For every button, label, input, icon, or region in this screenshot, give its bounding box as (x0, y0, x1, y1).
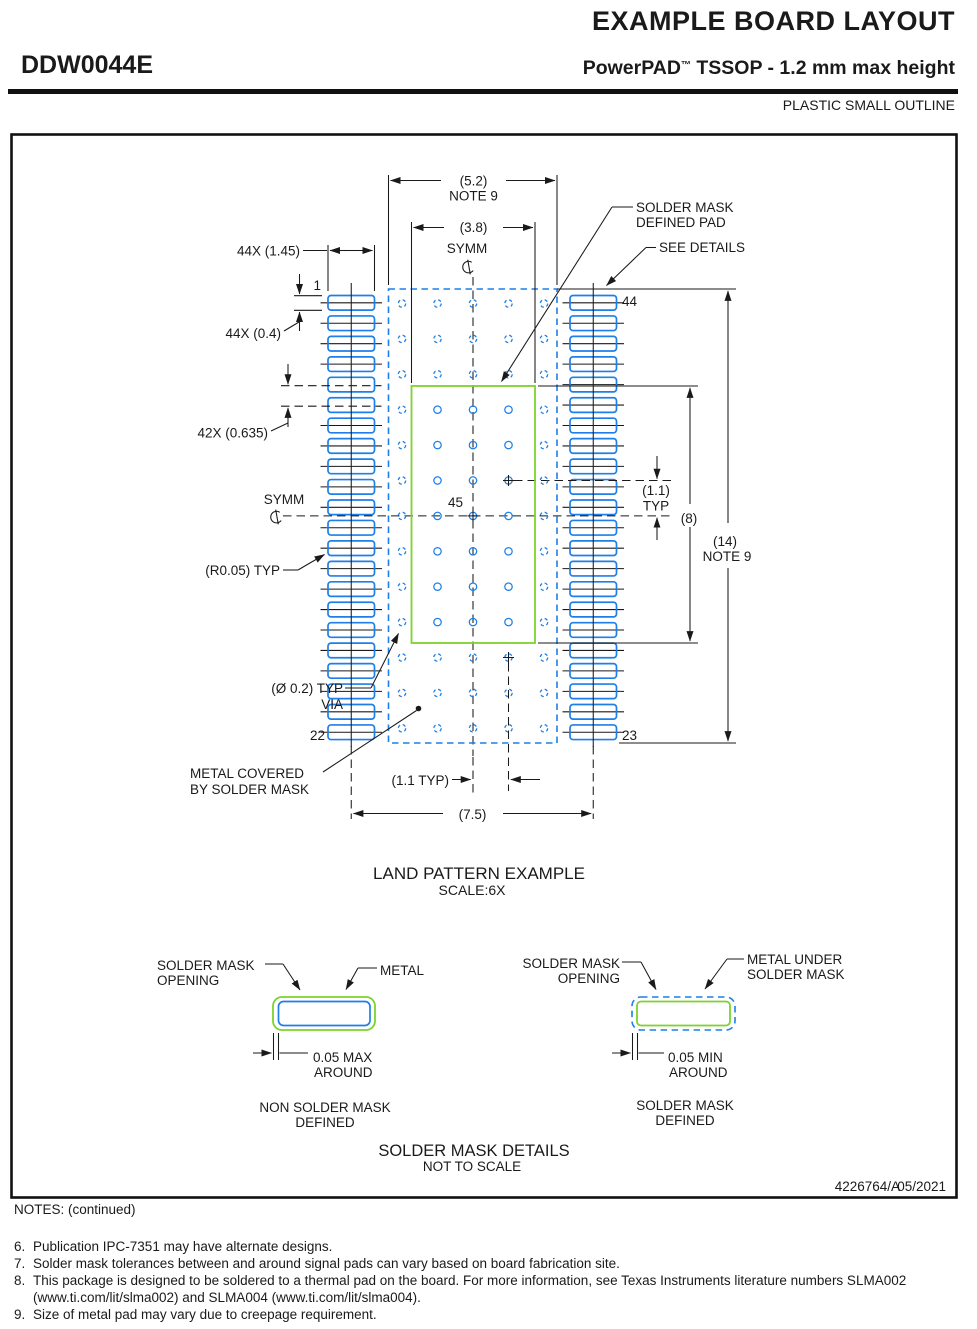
via (398, 548, 405, 555)
pin-23-label: 23 (622, 728, 638, 743)
package-descr: TSSOP - 1.2 mm max height (690, 57, 955, 79)
doc-date: 05/2021 (897, 1179, 946, 1194)
dim-label: (1.1) (642, 483, 670, 498)
via (434, 689, 441, 696)
via (505, 583, 512, 590)
callout-label: OPENING (557, 971, 620, 986)
detail-caption: NON SOLDER MASK (259, 1100, 391, 1115)
via (540, 335, 547, 342)
package-subtitle (583, 57, 955, 80)
dim-1-1-right (642, 456, 670, 540)
outline-type: PLASTIC SMALL OUTLINE (782, 97, 955, 113)
callout-label: METAL (380, 963, 425, 978)
dim-note: NOTE 9 (702, 549, 752, 564)
dim-label: (5.2) (459, 173, 488, 189)
land-pattern-drawing (10, 133, 958, 1199)
via (505, 618, 512, 625)
metal-pad-shape (279, 1002, 371, 1026)
via (540, 583, 547, 590)
symm-label: SYMM (446, 241, 488, 256)
dim-label: 42X (0.635) (197, 425, 268, 441)
trademark-symbol: ™ (680, 60, 691, 71)
note-text: This package is designed to be soldered to a thermal pad on the board. For more information, see Texas Instruments literature numbers SLMA002 (www.ti.com/lit/slma002) and SLMA004 (www.ti.com/lit/slma004). (33, 1273, 907, 1305)
pin-45-label: 45 (447, 495, 463, 510)
dim-label: (14) (712, 534, 738, 549)
via (505, 406, 512, 413)
symm-top (447, 241, 488, 275)
via (540, 548, 547, 555)
note-item (14, 1255, 948, 1272)
callout-label: METAL UNDER (747, 952, 843, 967)
dim-label: 44X (1.45) (236, 243, 300, 259)
via (398, 406, 405, 413)
via (540, 725, 547, 732)
brand: PowerPAD (582, 57, 681, 79)
drawing-scale: SCALE:6X (438, 882, 506, 898)
callout-label: METAL COVERED (190, 766, 305, 781)
note-number: 8. (14, 1273, 26, 1288)
via (434, 548, 441, 555)
dim-label: TYP (642, 498, 670, 514)
drawing-frame (12, 135, 957, 1198)
via (398, 654, 405, 661)
via (434, 441, 441, 448)
doc-number: 4226764/A (834, 1179, 900, 1194)
solder-mask-opening-shape (637, 1002, 730, 1026)
via (540, 441, 547, 448)
detail-caption: SOLDER MASK (636, 1098, 734, 1113)
header-rule (8, 89, 958, 94)
via (434, 335, 441, 342)
dim-label: 44X (0.4) (225, 326, 281, 341)
via (540, 371, 547, 378)
via (434, 477, 441, 484)
callout-label: (Ø 0.2) TYP (271, 681, 343, 696)
callout-r005 (205, 555, 324, 579)
details-title: SOLDER MASK DETAILS (378, 1142, 570, 1160)
detail-caption: DEFINED (295, 1115, 355, 1130)
note-item (14, 1272, 948, 1306)
callout-metal-covered (190, 706, 421, 797)
symm-label: SYMM (263, 492, 305, 507)
details-scale: NOT TO SCALE (422, 1159, 522, 1174)
dim-label: AROUND (314, 1065, 373, 1080)
symm-left (264, 492, 305, 525)
note-item (14, 1306, 948, 1323)
dim-label: (7.5) (458, 807, 487, 822)
via (398, 618, 405, 625)
via (505, 441, 512, 448)
dim-44x-145 (237, 244, 375, 292)
via (434, 406, 441, 413)
via (505, 335, 512, 342)
via (540, 300, 547, 307)
callout-label: BY SOLDER MASK (190, 782, 310, 797)
note-text: Publication IPC-7351 may have alternate designs. (33, 1239, 333, 1254)
detail-non-solder-mask-defined (157, 958, 424, 1130)
centerline-symbol-icon (461, 259, 473, 275)
dim-1-1-bottom (391, 663, 540, 793)
note-number: 6. (14, 1239, 26, 1254)
via (540, 406, 547, 413)
callout-label: SOLDER MASK (157, 958, 255, 973)
dim-label: (R0.05) TYP (205, 563, 280, 578)
callout-label: DEFINED PAD (636, 215, 726, 230)
via (434, 618, 441, 625)
callout-label: SOLDER MASK (747, 967, 845, 982)
notes-heading: NOTES: (continued) (14, 1202, 136, 1217)
pad-centerlines (321, 303, 625, 732)
callout-label: SOLDER MASK (522, 956, 620, 971)
via (434, 725, 441, 732)
part-number: DDW0044E (21, 51, 153, 79)
via (398, 371, 405, 378)
via (398, 725, 405, 732)
drawing-caption: LAND PATTERN EXAMPLE (373, 864, 585, 883)
note-text: Size of metal pad may vary due to creepage requirement. (33, 1307, 377, 1322)
detail-solder-mask-defined (522, 952, 844, 1128)
callout-label: OPENING (157, 973, 220, 988)
dim-note: NOTE 9 (449, 188, 498, 204)
pin-22-label: 22 (309, 728, 325, 743)
note-number: 9. (14, 1307, 26, 1322)
pin-44-label: 44 (622, 294, 638, 309)
via (398, 689, 405, 696)
callout-label: SEE DETAILS (659, 240, 746, 255)
via (540, 654, 547, 661)
dim-label: AROUND (669, 1065, 728, 1080)
dim-label: (3.8) (459, 220, 488, 235)
via (398, 300, 405, 307)
via (398, 477, 405, 484)
via (434, 654, 441, 661)
dim-label: (1.1 TYP) (391, 773, 449, 788)
callout-label: SOLDER MASK (636, 200, 734, 215)
via (398, 335, 405, 342)
detail-caption: DEFINED (655, 1113, 715, 1128)
dim-label: 0.05 MAX (313, 1050, 373, 1065)
dim-label: 0.05 MIN (668, 1050, 723, 1065)
via (505, 300, 512, 307)
callout-solder-mask-defined-pad (502, 200, 734, 382)
callout-see-details (607, 240, 746, 286)
dim-7-5 (351, 746, 593, 822)
via (540, 689, 547, 696)
dim-label: (8) (680, 511, 698, 526)
dim-44x-04 (225, 274, 322, 341)
note-item (14, 1238, 948, 1255)
pin-1-label: 1 (313, 278, 321, 293)
page-title: EXAMPLE BOARD LAYOUT (591, 6, 955, 36)
notes-section (14, 1201, 948, 1323)
via (505, 548, 512, 555)
via (434, 300, 441, 307)
signal-pads (328, 296, 617, 740)
note-text: Solder mask tolerances between and around signal pads can vary based on board fabrication site. (33, 1256, 620, 1271)
via (398, 583, 405, 590)
via (434, 583, 441, 590)
dim-8 (538, 386, 698, 643)
callout-via (271, 634, 398, 713)
dim-42x-0635 (197, 364, 381, 441)
via (398, 441, 405, 448)
via (540, 618, 547, 625)
note-number: 7. (14, 1256, 26, 1271)
callout-label: VIA (321, 697, 343, 712)
via (434, 371, 441, 378)
centerline-symbol-icon (269, 509, 281, 525)
